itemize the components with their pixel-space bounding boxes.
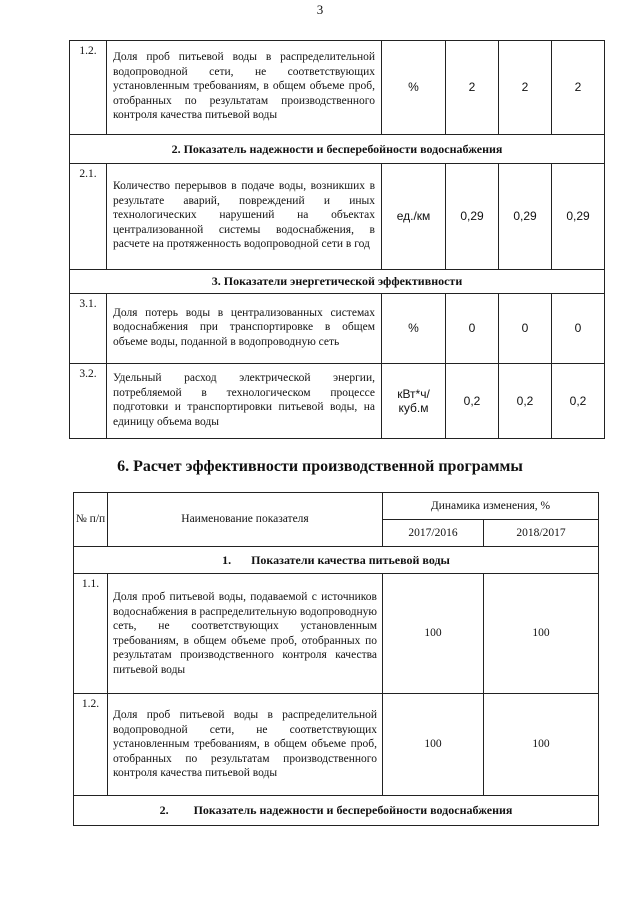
value-cell: 0,29 xyxy=(499,164,552,270)
value-cell: 0,2 xyxy=(499,364,552,439)
row-number: 1.1. xyxy=(74,574,108,694)
row-number: 2.1. xyxy=(70,164,107,270)
unit-cell: кВт*ч/ куб.м xyxy=(382,364,446,439)
section-row xyxy=(74,796,599,826)
section-title xyxy=(74,796,599,826)
section-row xyxy=(70,270,605,294)
row-number: 1.2. xyxy=(70,41,107,135)
value-cell: 100 xyxy=(383,694,484,796)
value-cell: 0 xyxy=(552,294,605,364)
col-header-number: № п/п xyxy=(74,493,108,547)
row-number: 3.2. xyxy=(70,364,107,439)
section-label: Показатель надежности и бесперебойности водоснабжения xyxy=(193,803,513,818)
unit-cell: % xyxy=(382,41,446,135)
table-row xyxy=(70,41,605,135)
value-cell: 0 xyxy=(446,294,499,364)
section-title: 3. Показатели энергетической эффективности xyxy=(70,270,605,294)
row-number: 3.1. xyxy=(70,294,107,364)
section-number: 1. xyxy=(222,552,232,567)
unit-cell: % xyxy=(382,294,446,364)
indicator-name: Доля потерь воды в централизованных системах водоснабжения при транспортировке в общем объеме воды, поданной в водопроводную сеть xyxy=(107,294,382,364)
section-title xyxy=(74,547,599,574)
indicators-table xyxy=(69,40,605,439)
value-cell: 100 xyxy=(383,574,484,694)
table-row xyxy=(70,364,605,439)
value-cell: 2 xyxy=(446,41,499,135)
row-number: 1.2. xyxy=(74,694,108,796)
unit-cell: ед./км xyxy=(382,164,446,270)
efficiency-table xyxy=(73,492,599,826)
indicator-name: Количество перерывов в подаче воды, возникших в результате аварий, повреждений и иных технологических нарушений на объектах централизованной системы водоснабжения, в расчете на протяженность водопроводной сети в год xyxy=(107,164,382,270)
table-row xyxy=(74,694,599,796)
page-number: 3 xyxy=(316,2,324,17)
value-cell: 2 xyxy=(552,41,605,135)
section-row xyxy=(74,547,599,574)
col-header-year: 2017/2016 xyxy=(383,520,484,547)
indicator-name: Удельный расход электрической энергии, потребляемой в технологическом процессе подготовки и транспортировки питьевой воды, на единицу объема воды xyxy=(107,364,382,439)
section-label: Показатели качества питьевой воды xyxy=(251,552,450,567)
col-header-dynamics: Динамика изменения, % xyxy=(383,493,599,520)
value-cell: 100 xyxy=(484,694,599,796)
col-header-name: Наименование показателя xyxy=(108,493,383,547)
value-cell: 100 xyxy=(484,574,599,694)
indicator-name: Доля проб питьевой воды в распределительной водопроводной сети, не соответствующих установленным требованиям, в общем объеме проб, отобранных по результатам производственного контроля качества питьевой воды xyxy=(108,694,383,796)
indicator-name: Доля проб питьевой воды, подаваемой с источников водоснабжения в распределительную водопроводную сеть, не соответствующих установленным требованиям, в общем объеме проб, отобранных по результатам производственного контроля качества питьевой воды xyxy=(108,574,383,694)
section-number: 2. xyxy=(159,803,169,818)
value-cell: 0,2 xyxy=(552,364,605,439)
value-cell: 0 xyxy=(499,294,552,364)
section-heading: 6. Расчет эффективности производственной программы xyxy=(117,458,523,475)
table-row xyxy=(74,574,599,694)
value-cell: 0,29 xyxy=(446,164,499,270)
table-row xyxy=(70,164,605,270)
section-row xyxy=(70,135,605,164)
indicator-name: Доля проб питьевой воды в распределительной водопроводной сети, не соответствующих установленным требованиям, в общем объеме проб, отобранных по результатам производственного контроля качества питьевой воды xyxy=(107,41,382,135)
table-row xyxy=(70,294,605,364)
header-row xyxy=(74,493,599,520)
col-header-year: 2018/2017 xyxy=(484,520,599,547)
value-cell: 0,2 xyxy=(446,364,499,439)
value-cell: 2 xyxy=(499,41,552,135)
value-cell: 0,29 xyxy=(552,164,605,270)
section-title: 2. Показатель надежности и бесперебойности водоснабжения xyxy=(70,135,605,164)
